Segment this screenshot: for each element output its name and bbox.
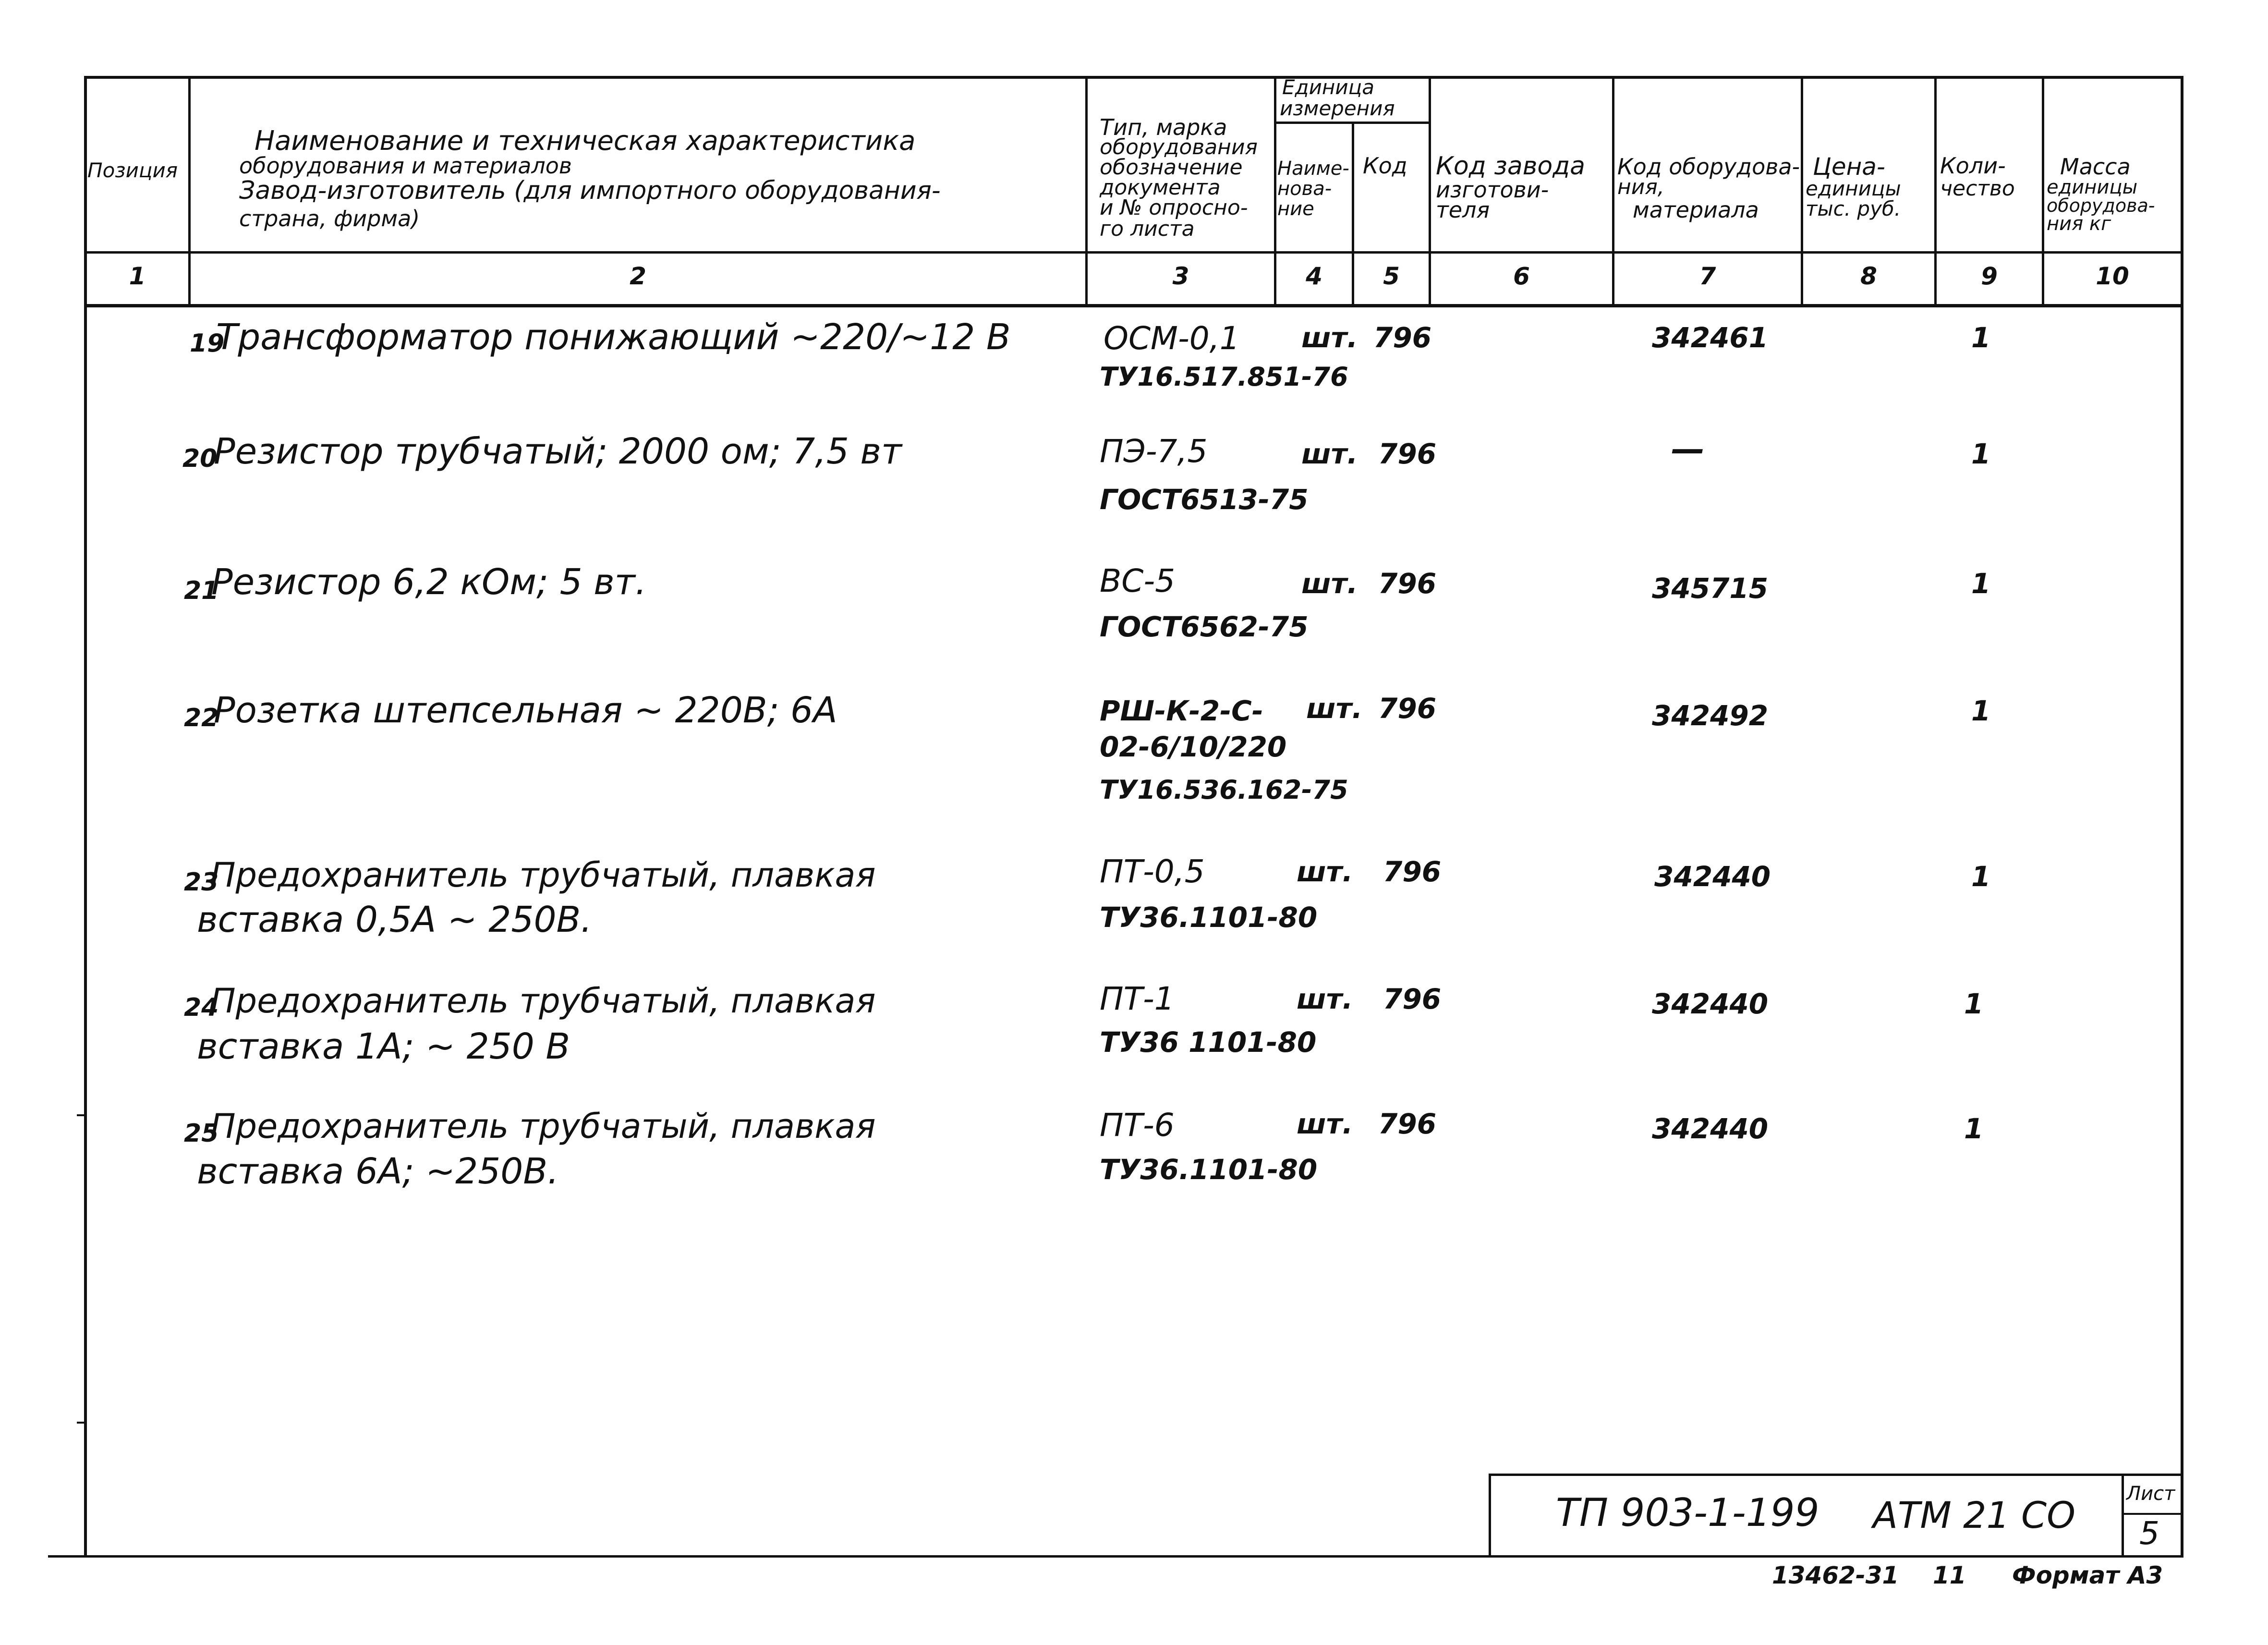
header-unit-name-line-1: Наиме- [1277,158,1349,180]
column-number: 2 [630,262,646,290]
row-type-line-2: ТУ16.517.851-76 [1100,362,1348,392]
column-number: 1 [129,262,146,290]
row-type-line-2: ТУ36.1101-80 [1100,1153,1318,1186]
row-type-line-1: ОСМ-0,1 [1104,320,1240,357]
header-quantity-line-1: Коли- [1940,153,2006,179]
header-factory-code-line-1: Код завода [1436,152,1586,181]
row-name-line-1: Предохранитель трубчатый, плавкая [210,1107,876,1146]
header-unit-name-line-2: нова- [1277,178,1332,200]
row-unit-code: 796 [1378,1108,1437,1140]
row-name-line-2: вставка 1А; ~ 250 В [197,1026,570,1067]
row-material-code: 342461 [1652,321,1769,354]
footer-mark: 11 [1933,1561,1966,1589]
row-type-line-1: ПЭ-7,5 [1100,433,1208,470]
header-type-line-6: го листа [1100,217,1195,241]
row-quantity: 1 [1971,567,1991,600]
row-unit-code: 796 [1378,438,1437,470]
stamp-sheet-number: 5 [2139,1515,2159,1552]
column-number: 9 [1981,262,1998,290]
column-number: 8 [1860,262,1877,290]
footer-format: Формат А3 [2012,1561,2163,1589]
row-position: 24 [184,993,219,1022]
header-type-line-5: и № опросно- [1100,195,1248,220]
header-type-line-2: оборудования [1100,135,1258,159]
row-position: 19 [190,329,225,358]
row-material-code: 345715 [1652,572,1769,605]
row-unit-code: 796 [1383,983,1442,1015]
header-position: Позиция [87,158,178,182]
column-number: 5 [1383,262,1400,290]
header-mass-line-2: единицы [2047,176,2138,198]
row-type-line-2: 02-6/10/220 [1100,731,1287,763]
row-position: 20 [182,444,218,473]
row-unit: шт. [1297,983,1353,1015]
header-factory-code-line-3: теля [1436,197,1490,223]
row-type-line-1: ПТ-6 [1100,1107,1175,1144]
row-position: 25 [184,1119,219,1148]
header-material-code-line-3: материала [1633,197,1759,223]
header-mass-line-4: ния кг [2047,213,2111,235]
header-material-code-line-2: ния, [1617,175,1664,199]
row-name-line-1: Розетка штепсельная ~ 220В; 6А [214,690,837,731]
row-unit: шт. [1297,1108,1353,1140]
stamp-sheet-label: Лист [2126,1483,2175,1505]
column-number: 4 [1306,262,1322,290]
row-type-line-2: ГОСТ6562-75 [1100,610,1309,643]
row-material-code: 342492 [1652,699,1769,732]
stamp-doc-code: ТП 903-1-199 [1556,1490,1819,1535]
row-unit-code: 796 [1383,855,1442,888]
row-type-line-2: ТУ36.1101-80 [1100,901,1318,934]
row-unit-code: 796 [1378,692,1437,725]
row-quantity: 1 [1964,987,1984,1020]
row-type-line-1: ПТ-0,5 [1100,853,1205,890]
column-number: 3 [1172,262,1189,290]
row-name-line-1: Трансформатор понижающий ~220/~12 В [216,317,1011,358]
row-quantity: 1 [1971,321,1991,354]
header-price-line-2: единицы [1806,177,1901,200]
row-material-code: — [1671,429,1705,469]
header-price-line-1: Цена- [1813,153,1885,181]
row-quantity: 1 [1971,695,1991,727]
row-type-line-2: ТУ36 1101-80 [1100,1026,1317,1059]
unit-group-divider [1274,122,1431,124]
row-name-line-1: Предохранитель трубчатый, плавкая [210,855,876,895]
header-mass-line-1: Масса [2060,154,2131,180]
column-number: 10 [2096,262,2129,290]
row-quantity: 1 [1964,1112,1984,1145]
row-quantity: 1 [1971,860,1991,893]
header-name-line-3: Завод-изготовитель (для импортного оборудования- [239,176,941,205]
row-name-line-2: вставка 6А; ~250В. [197,1151,559,1192]
row-type-line-1: РШ-К-2-С- [1100,695,1263,727]
header-bottom-border [84,304,2183,307]
column-number: 6 [1513,262,1530,290]
header-unit-group-line-2: измерения [1280,97,1395,120]
footer-inventory-number: 13462-31 [1772,1561,1899,1589]
header-type-line-4: документа [1100,175,1221,200]
row-name-line-2: вставка 0,5А ~ 250В. [197,899,592,940]
row-unit: шт. [1297,855,1353,888]
header-unit-code: Код [1363,153,1407,179]
row-name-line-1: Резистор трубчатый; 2000 ом; 7,5 вт [214,431,902,472]
row-type-line-1: ПТ-1 [1100,980,1175,1017]
stamp-top-border [1489,1474,2183,1476]
row-unit: шт. [1301,321,1358,354]
row-name-line-1: Резистор 6,2 кОм; 5 вт. [211,561,647,603]
row-type-line-1: ВС-5 [1100,562,1176,599]
header-unit-group-line-1: Единица [1282,75,1374,99]
margin-tick [77,1422,86,1424]
row-unit: шт. [1306,692,1363,725]
table-top-border [84,76,2183,79]
header-name-line-1: Наименование и техническая характеристика [255,125,916,157]
header-name-line-4: страна, фирма) [239,206,420,232]
column-number: 7 [1699,262,1716,290]
row-type-line-3: ТУ16.536.162-75 [1100,775,1348,805]
stamp-left-border [1489,1474,1491,1558]
header-material-code-line-1: Код оборудова- [1617,154,1800,180]
row-unit-code: 796 [1373,321,1432,354]
row-material-code: 342440 [1652,987,1769,1020]
header-price-line-3: тыс. руб. [1806,197,1901,220]
row-position: 21 [184,576,219,605]
header-name-line-2: оборудования и материалов [239,153,572,179]
row-quantity: 1 [1971,438,1991,470]
header-type-line-1: Тип, марка [1100,114,1227,140]
header-type-line-3: обозначение [1100,155,1243,180]
header-quantity-line-2: чество [1940,176,2015,201]
header-factory-code-line-2: изготови- [1436,177,1549,203]
row-position: 23 [184,868,219,897]
header-mass-line-3: оборудова- [2047,195,2155,216]
row-unit: шт. [1301,567,1358,600]
row-material-code: 342440 [1654,860,1771,893]
table-bottom-border [48,1555,2183,1558]
table-right-border [2181,76,2183,1558]
row-unit: шт. [1301,438,1358,470]
row-name-line-1: Предохранитель трубчатый, плавкая [210,981,876,1021]
row-unit-code: 796 [1378,567,1437,600]
row-type-line-2: ГОСТ6513-75 [1100,483,1309,516]
header-unit-name-line-3: ние [1277,198,1314,220]
row-material-code: 342440 [1652,1112,1769,1145]
margin-tick [77,1114,86,1116]
stamp-sheet-divider [2122,1474,2124,1558]
stamp-set-code: АТМ 21 СО [1873,1494,2075,1536]
row-position: 22 [184,704,219,732]
